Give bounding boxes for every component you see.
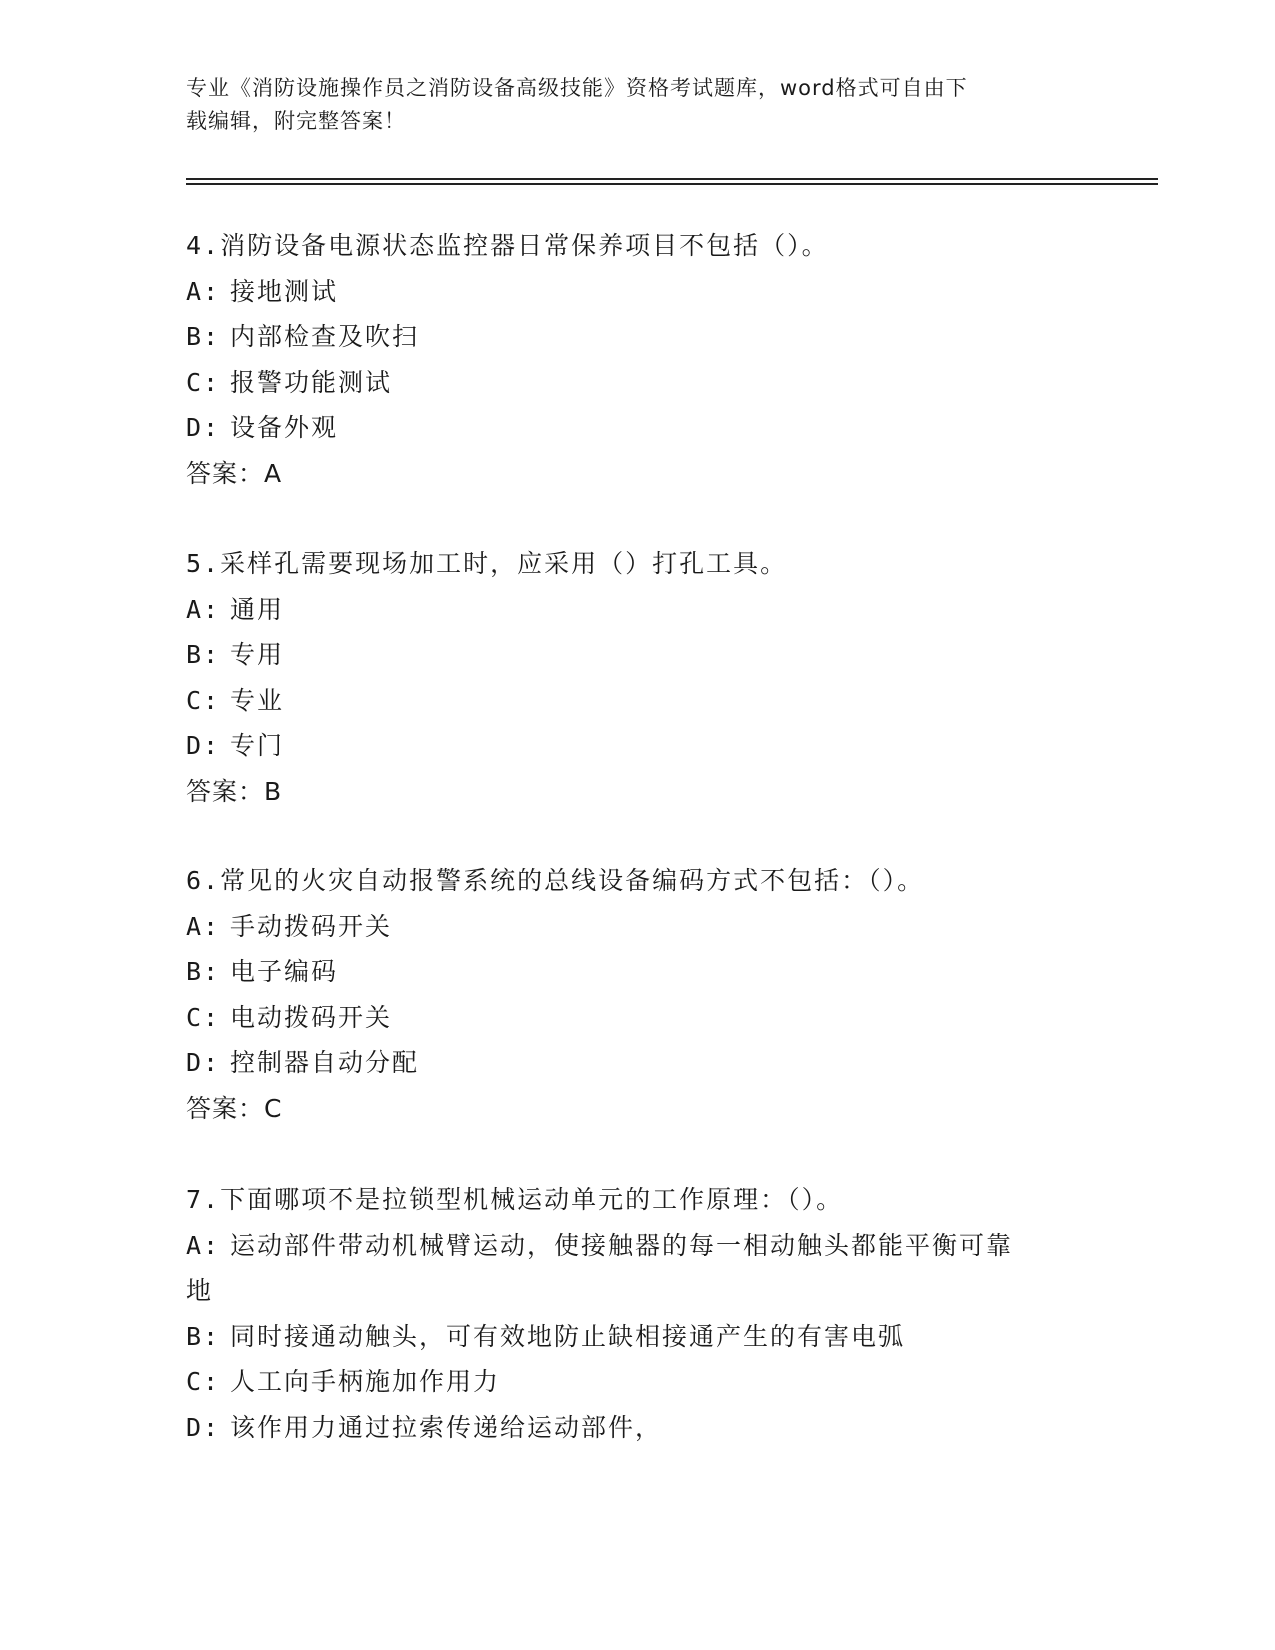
option-c [186, 678, 1086, 724]
option-d [186, 1040, 1086, 1086]
question-4 [186, 223, 1086, 496]
option-key: A: [186, 594, 221, 624]
document-header [186, 72, 1086, 138]
option-b [186, 949, 1086, 995]
question-stem: 6.常见的火灾自动报警系统的总线设备编码方式不包括：（）。 [186, 866, 925, 895]
option-text: 专业 [230, 685, 285, 715]
header-rule-top [186, 178, 1158, 180]
option-text: 报警功能测试 [230, 367, 393, 397]
option-key: B: [186, 640, 221, 669]
option-text: 接地测试 [230, 276, 339, 306]
option-key: A: [186, 276, 221, 306]
option-key: C: [186, 1367, 221, 1396]
option-key: D: [186, 731, 221, 760]
option-b [186, 314, 1086, 360]
option-text: 运动部件带动机械臂运动，使接触器的每一相动触头都能平衡可靠 [230, 1230, 1014, 1260]
option-a [186, 269, 1086, 315]
option-b [186, 632, 1086, 678]
question-stem: 4.消防设备电源状态监控器日常保养项目不包括（）。 [186, 231, 829, 260]
option-key: C: [186, 367, 221, 397]
question-7 [186, 1177, 1086, 1450]
option-a [186, 904, 1086, 950]
question-5 [186, 541, 1086, 814]
answer-label: 答案：C [186, 1093, 283, 1123]
option-text: 控制器自动分配 [230, 1048, 420, 1077]
header-line-1: 专业《消防设施操作员之消防设备高级技能》资格考试题库，word格式可自由下 [186, 76, 968, 100]
answer-label: 答案：B [186, 776, 283, 806]
option-text: 同时接通动触头，可有效地防止缺相接通产生的有害电弧 [230, 1321, 906, 1351]
option-c [186, 1359, 1086, 1405]
option-key: A: [186, 911, 221, 941]
option-a [186, 1223, 1086, 1269]
option-key: D: [186, 413, 221, 442]
option-key: B: [186, 1321, 221, 1351]
option-key: C: [186, 685, 221, 715]
option-d [186, 723, 1086, 769]
option-key: A: [186, 1230, 221, 1260]
option-key: B: [186, 957, 221, 986]
option-d [186, 1405, 1086, 1451]
option-text: 专门 [230, 731, 285, 760]
header-line-2: 载编辑，附完整答案！ [186, 109, 406, 133]
option-c [186, 995, 1086, 1041]
option-text: 手动拨码开关 [230, 911, 393, 941]
option-text: 地 [186, 1276, 214, 1305]
option-c [186, 360, 1086, 406]
option-text: 内部检查及吹扫 [230, 322, 420, 351]
option-key: D: [186, 1412, 221, 1442]
option-key: C: [186, 1002, 221, 1032]
option-key: D: [186, 1048, 221, 1077]
option-a [186, 587, 1086, 633]
option-text: 通用 [230, 594, 285, 624]
question-6 [186, 858, 1086, 1131]
question-stem: 7.下面哪项不是拉锁型机械运动单元的工作原理：（）。 [186, 1185, 844, 1214]
option-text: 电动拨码开关 [230, 1002, 393, 1032]
question-stem: 5.采样孔需要现场加工时，应采用（）打孔工具。 [186, 549, 788, 578]
option-b [186, 1314, 1086, 1360]
option-key: B: [186, 322, 221, 351]
option-a-continued [186, 1268, 1086, 1314]
answer-label: 答案：A [186, 458, 283, 488]
option-text: 专用 [230, 640, 285, 669]
option-text: 电子编码 [230, 957, 339, 986]
option-text: 该作用力通过拉索传递给运动部件， [230, 1412, 663, 1442]
option-text: 人工向手柄施加作用力 [230, 1367, 501, 1396]
option-text: 设备外观 [230, 413, 339, 442]
option-d [186, 405, 1086, 451]
header-rule-bottom [186, 183, 1158, 185]
